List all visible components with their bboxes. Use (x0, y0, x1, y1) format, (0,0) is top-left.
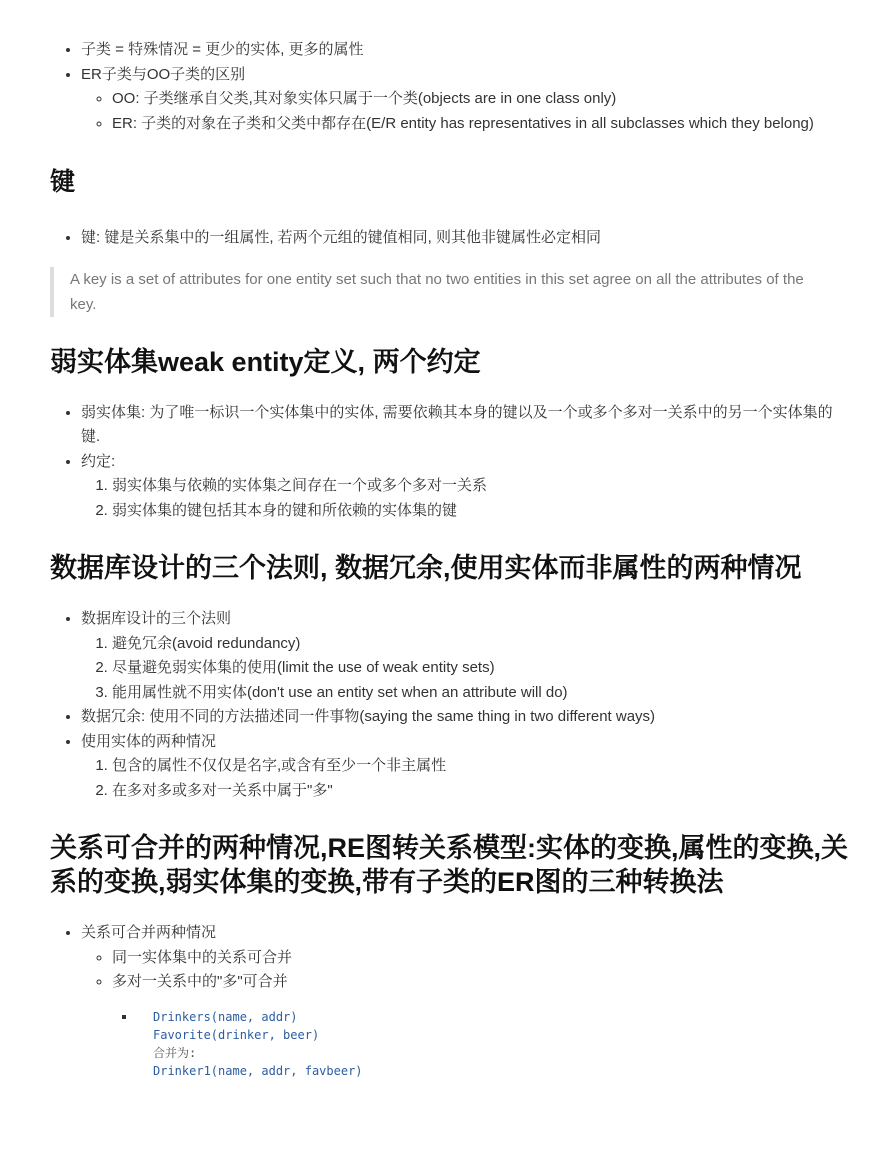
list-item-label: 多对一关系中的"多"可合并 (112, 973, 288, 990)
section-heading-key: 键 (50, 168, 76, 196)
entity-cases-list (81, 754, 850, 803)
document-page (50, 38, 850, 1080)
list-item: 1. 包含的属性不仅仅是名字,或含有至少一个非主属性 (112, 754, 850, 779)
code-line: Favorite(drinker, beer) (153, 1027, 320, 1042)
code-line: 合并为: (153, 1045, 197, 1060)
list-item: ◦ 同一实体集中的关系可合并 (112, 946, 850, 971)
subclass-diff-list (81, 87, 850, 136)
list-item: 2. 弱实体集的键包括其本身的键和所依赖的实体集的键 (112, 499, 850, 524)
design-principles-list (50, 607, 850, 803)
list-item-label: ER子类与OO子类的区别 (81, 65, 246, 83)
code-block (137, 1008, 850, 1080)
list-item (81, 450, 850, 524)
code-example-list (112, 1005, 850, 1080)
list-item: 2. 尽量避免弱实体集的使用(limit the use of weak entity sets) (112, 656, 850, 681)
section-heading-weak-entity: 弱实体集weak entity定义, 两个约定 (50, 346, 481, 377)
list-item-label: 使用实体的两种情况 (81, 732, 217, 750)
list-item-label: 关系可合并两种情况 (81, 924, 217, 941)
list-item: • 键: 键是关系集中的一组属性, 若两个元组的键值相同, 则其他非键属性必定相同 (81, 226, 850, 251)
list-item: 1. 避免冗余(avoid redundancy) (112, 632, 850, 657)
code-line: Drinkers(name, addr) (153, 1009, 298, 1024)
list-item (81, 607, 850, 705)
list-item-label: 约定: (81, 452, 116, 470)
key-definition-quote: A key is a set of attributes for one entity set such that no two entities in this set agree on all the attributes of the key. (50, 267, 850, 317)
subclass-list (50, 38, 850, 136)
weak-entity-list (50, 401, 850, 524)
list-item: ◦ OO: 子类继承自父类,其对象实体只属于一个类(objects are in one class only) (112, 87, 850, 112)
merge-cases-list (81, 946, 850, 1080)
section-heading-design-principles: 数据库设计的三个法则, 数据冗余,使用实体而非属性的两种情况 (50, 553, 802, 583)
relation-merge-list (50, 921, 850, 1080)
list-item: • 数据冗余: 使用不同的方法描述同一件事物(saying the same thing in two different ways) (81, 705, 850, 730)
list-item: • 子类 = 特殊情况 = 更少的实体, 更多的属性 (81, 38, 850, 63)
list-item (81, 730, 850, 804)
section-heading-relation-merge: 关系可合并的两种情况,RE图转关系模型:实体的变换,属性的变换,关系的变换,弱实体集的变换,带有子类的ER图的三种转换法 (50, 833, 849, 897)
list-item: 2. 在多对多或多对一关系中属于"多" (112, 779, 850, 804)
key-list (50, 226, 850, 251)
list-item (137, 1005, 850, 1080)
list-item-label: 数据库设计的三个法则 (81, 610, 232, 627)
list-item: ◦ ER: 子类的对象在子类和父类中都存在(E/R entity has representatives in all subclasses which they belong) (112, 112, 850, 137)
list-item: • 弱实体集: 为了唯一标识一个实体集中的实体, 需要依赖其本身的键以及一个或多个多对一关系中的另一个实体集的键. (81, 401, 850, 450)
weak-entity-rules (81, 474, 850, 523)
principles-ordered-list (81, 632, 850, 706)
list-item: 3. 能用属性就不用实体(don't use an entity set when an attribute will do) (112, 681, 850, 706)
list-item (112, 970, 850, 1080)
list-item (81, 63, 850, 137)
list-item (81, 921, 850, 1080)
list-item: 1. 弱实体集与依赖的实体集之间存在一个或多个多对一关系 (112, 474, 850, 499)
code-line: Drinker1(name, addr, favbeer) (153, 1063, 363, 1078)
